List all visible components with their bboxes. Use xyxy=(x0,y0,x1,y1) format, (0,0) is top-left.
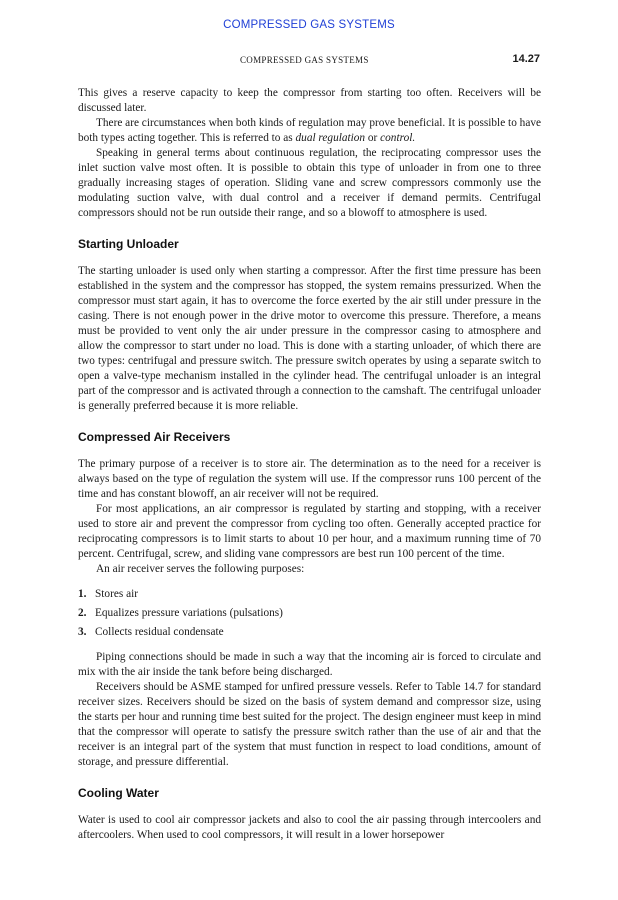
list-item xyxy=(78,587,541,602)
intro-paragraph-3: Speaking in general terms about continuous regulation, the reciprocating compressor uses the inlet suction valve most often. It is possible to obtain this type of unloader in from one to three gradually increasing stages of operation. Sliding vane and screw compressors commonly use the modulating suction valve, with dual control and a receiver if demand permits. Centrifugal compressors should not be run outside their range, and so a blowoff to atmosphere is used. xyxy=(78,147,541,219)
book-banner-title: COMPRESSED GAS SYSTEMS xyxy=(223,19,395,31)
page-body xyxy=(78,86,541,843)
list-item-text: Collects residual condensate xyxy=(95,626,224,638)
intro-paragraph-2-text-b: or xyxy=(365,132,381,144)
intro-paragraph-2 xyxy=(78,116,541,146)
page-number: 14.27 xyxy=(512,53,540,65)
receivers-paragraph-4: Piping connections should be made in such a way that the incoming air is forced to circulate and mix with the air inside the tank before being discharged. xyxy=(78,651,541,678)
term-dual-regulation: dual regulation xyxy=(295,132,366,144)
list-item xyxy=(78,625,541,640)
receivers-paragraph-2: For most applications, an air compressor is regulated by starting and stopping, with a receiver used to store air and prevent the compressor from cycling too often. Generally accepted practice for reciprocating compressors is to limit starts to about 10 per hour, and a maximum running time of 70 percent. Centrifugal, screw, and sliding vane compressors are best run 100 percent of the time. xyxy=(78,503,541,560)
receivers-paragraph-3: An air receiver serves the following purposes: xyxy=(96,563,305,575)
list-item-text: Stores air xyxy=(95,588,138,600)
receivers-paragraph-1: The primary purpose of a receiver is to store air. The determination as to the need for a receiver is always based on the type of regulation the system will use. If the compressor runs 100 percent of the time and has constant blowoff, an air receiver will not be required. xyxy=(78,458,541,500)
cooling-water-paragraph: Water is used to cool air compressor jackets and also to cool the air passing through intercoolers and aftercoolers. When used to cool compressors, it will result in a lower horsepower xyxy=(78,814,541,841)
intro-paragraph-2-text-a: There are circumstances when both kinds of regulation may prove beneficial. It is possible to have both types acting together. This is referred to as xyxy=(78,117,541,144)
running-head: COMPRESSED GAS SYSTEMS xyxy=(240,55,369,65)
section-heading-receivers: Compressed Air Receivers xyxy=(78,430,231,444)
list-item-number: 1. xyxy=(78,588,87,600)
list-item-text: Equalizes pressure variations (pulsations) xyxy=(95,607,283,619)
starting-unloader-paragraph: The starting unloader is used only when starting a compressor. After the first time pressure has been established in the system and the compressor has stopped, the system remains pressurized. When the compressor must start again, it has to overcome the force exerted by the air still under pressure in the casing. There is not enough power in the drive motor to overcome this pressure. Therefore, a means must be provided to vent only the air under pressure in the compressor casing to atmosphere and allow the compressor to start under no load. This is done with a starting unloader, of which there are two types: centrifugal and pressure switch. The pressure switch operates by using a separate switch to open a valve-type mechanism installed in the cylinder head. The centrifugal unloader is an integral part of the compressor and is activated through a connection to the camshaft. The centrifugal unloader is generally preferred because it is more reliable. xyxy=(78,265,541,412)
purposes-list xyxy=(78,587,541,640)
term-control: control. xyxy=(380,132,416,144)
section-heading-starting-unloader: Starting Unloader xyxy=(78,237,179,251)
receivers-paragraph-5: Receivers should be ASME stamped for unfired pressure vessels. Refer to Table 14.7 for standard receiver sizes. Receivers should be sized on the basis of system demand and compressor size, using the starts per hour and running time best suited for the project. The design engineer must keep in mind that the compressor will operate to satisfy the pressure switch rather than the use of air and that the receiver is an integral part of the system that must function in respect to load conditions, amount of storage, and pressure differential. xyxy=(78,681,541,768)
list-item-number: 3. xyxy=(78,626,87,638)
intro-paragraph-1: This gives a reserve capacity to keep the compressor from starting too often. Receivers will be discussed later. xyxy=(78,87,541,114)
list-item-number: 2. xyxy=(78,607,87,619)
list-item xyxy=(78,606,541,621)
section-heading-cooling-water: Cooling Water xyxy=(78,786,159,800)
